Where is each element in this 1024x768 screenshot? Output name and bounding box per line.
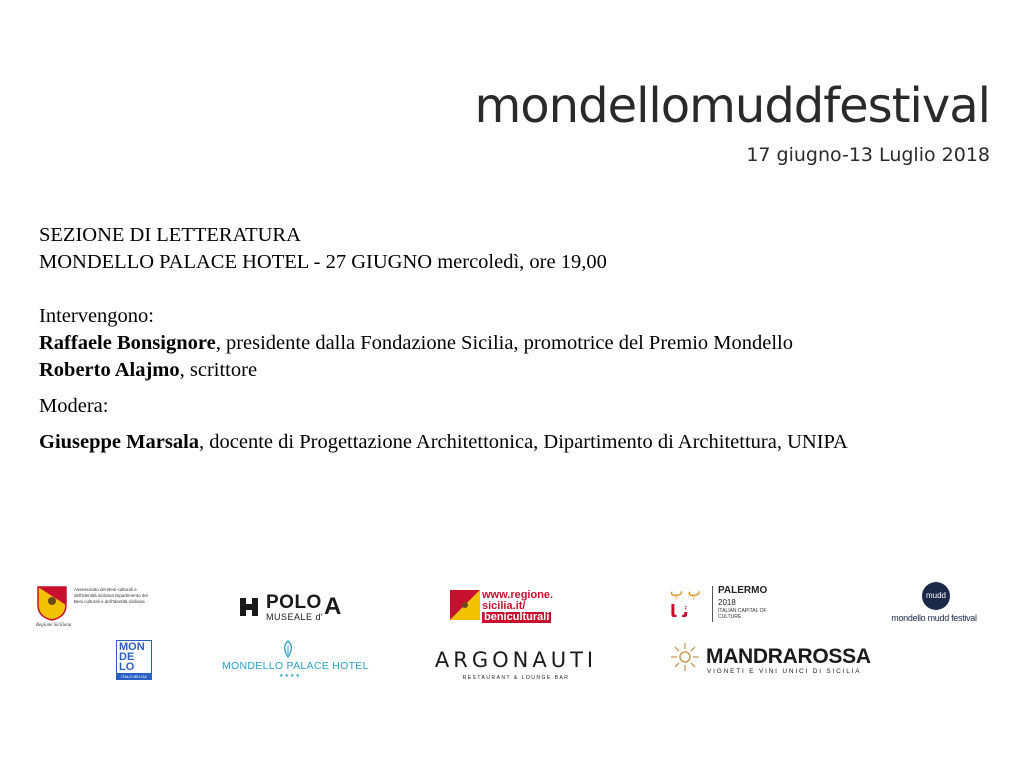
palermo-glyph-top: ﭖ ﭖ — [670, 584, 701, 600]
moderator-name: Giuseppe Marsala — [39, 431, 200, 453]
argonauti-sub: RESTAURANT & LOUNGE BAR — [462, 675, 570, 681]
mondello-palace-text: MONDELLO PALACE HOTEL — [222, 660, 369, 672]
mondelo-text: MON DE LO — [119, 641, 145, 673]
regione-siciliana-logo — [36, 585, 146, 635]
speaker-line — [39, 357, 999, 384]
polo-mark: A — [324, 593, 342, 620]
venue-line: MONDELLO PALACE HOTEL - 27 GIUGNO mercoledì, ore 19,00 — [39, 251, 607, 273]
mandrarossa-logo — [670, 642, 910, 680]
trinacria-flag-icon — [450, 590, 480, 620]
beniculturali-text — [482, 590, 553, 623]
mandrarossa-text: MANDRAROSSA — [706, 645, 871, 668]
beniculturali-logo — [450, 588, 570, 626]
beniculturali-line3: beniculturali — [484, 611, 550, 623]
polo-line1: POLO — [266, 592, 322, 613]
speaker-role: , scrittore — [179, 359, 258, 381]
speakers-heading: Intervengono: — [39, 305, 154, 327]
section-title: SEZIONE DI LETTERATURA — [39, 224, 301, 246]
festival-dates: 17 giugno-13 Luglio 2018 — [746, 144, 990, 166]
mandrarossa-sub: VIGNETI E VINI UNICI DI SICILIA — [707, 668, 862, 675]
mondello-palace-stars: ★★★★ — [279, 674, 301, 679]
mudd-badge: mudd — [922, 582, 950, 610]
mudd-festival-logo — [884, 582, 984, 628]
argonauti-text: ARGONAUTI — [434, 648, 598, 672]
polo-museale-logo — [236, 592, 351, 626]
palermo-line1: PALERMO — [718, 585, 768, 596]
moderator-line — [39, 429, 999, 456]
regione-caption: Regione Siciliana — [36, 623, 72, 628]
palermo-line2: 2018 — [718, 598, 736, 607]
polo-mark-icon — [236, 594, 262, 620]
speaker-name: Roberto Alajmo — [39, 359, 180, 381]
event-details — [39, 222, 999, 456]
moderator-role: , docente di Progettazione Architettonica, Dipartimento di Architettura, UNIPA — [199, 431, 848, 453]
moderator-heading: Modera: — [39, 395, 109, 417]
palace-emblem-icon — [280, 640, 296, 658]
beniculturali-line2: sicilia.it/ — [482, 600, 526, 612]
beniculturali-line1: www.regione. — [482, 589, 554, 601]
argonauti-logo — [427, 648, 605, 684]
sun-icon — [670, 642, 700, 672]
regione-text: Assessorato dei Beni culturali e dell'Identità siciliana Dipartimento dei Beni culturali e dell'Identità siciliana — [74, 587, 148, 604]
palermo-line3: ITALIAN CAPITAL OF CULTURE — [718, 608, 767, 620]
palermo-divider — [712, 586, 713, 622]
speaker-line — [39, 330, 999, 357]
trinacria-shield-icon — [36, 585, 68, 621]
polo-line2: MUSEALE d' — [266, 612, 324, 622]
mondello-palace-logo — [222, 640, 369, 680]
speaker-role: , presidente dalla Fondazione Sicilia, promotrice del Premio Mondello — [215, 332, 793, 354]
festival-title: mondellomuddfestival — [474, 78, 990, 134]
palermo-glyph-bottom: ﭠ ﺎ — [670, 602, 689, 622]
mondelo-logo — [116, 640, 152, 680]
speaker-name: Raffaele Bonsignore — [39, 332, 216, 354]
palermo-2018-logo — [670, 584, 790, 630]
mondelo-foot: ITALO BELGA — [116, 674, 152, 680]
mudd-text: mondello mudd festival — [891, 613, 977, 623]
